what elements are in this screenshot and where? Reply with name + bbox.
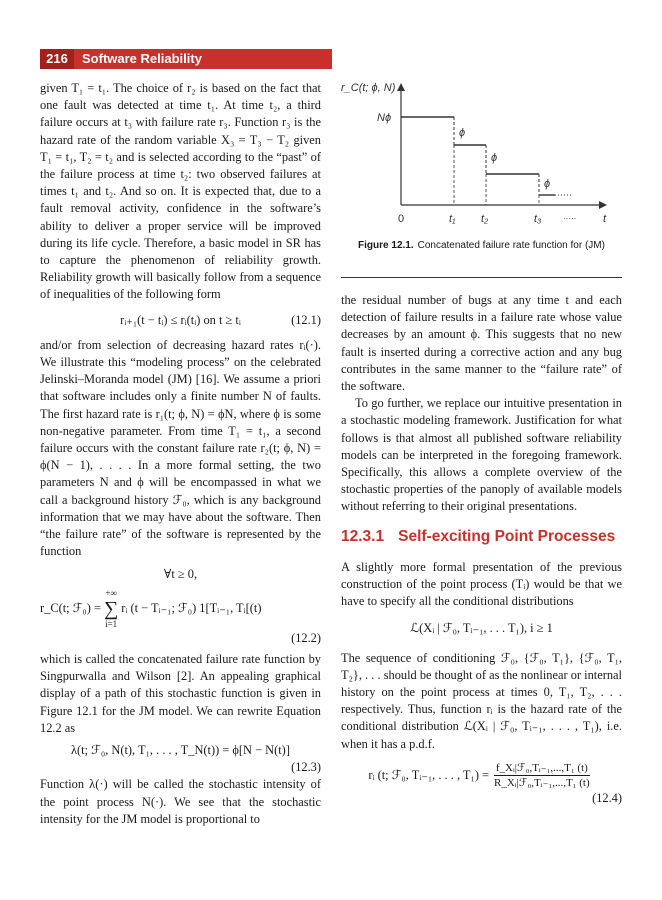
equation-condition: ∀t ≥ 0, — [163, 567, 198, 582]
section-title: Self-exciting Point Processes — [398, 527, 616, 545]
step-label-2: ϕ — [491, 152, 498, 164]
paragraph: A slightly more formal presentation of the previous construction of the point process (Tᵢ) would be that we have to specify all the conditional distributions — [341, 559, 622, 609]
figure-caption — [341, 240, 622, 251]
equation-rhs: rᵢ (t − Tᵢ₋₁; ℱ₀) 1[Tᵢ₋₁, Tᵢ[(t) — [121, 601, 262, 616]
equation-lhs: rᵢ (t; ℱ₀, Tᵢ₋₁, . . . , T₁) = — [368, 767, 490, 782]
paragraph: To go further, we replace our intuitive presentation in a stochastic modeling framework. Justification for what follows is that almost all published software reliability models can be interpreted in the foregoing framework. Specifically, this allows a complete overview of the stochastic properties of the panoply of available models without referring to their original presentations. — [341, 396, 622, 514]
x-axis-arrow — [599, 201, 607, 209]
paragraph: the residual number of bugs at any time t and each detection of failure results in a failure rate whose value decreases by an amount ϕ. This suggests that no new fault is inserted during a corrective action and any bug contributes in the same manner to the “failure rate” of the software. — [341, 293, 622, 394]
x-label-dots: ····· — [563, 214, 577, 223]
y-axis-arrow — [397, 83, 405, 91]
equation-12-3 — [40, 742, 321, 776]
equation-lhs: r_C(t; ℱ₀) = — [40, 601, 101, 616]
equation-body: rᵢ₊₁(t − tᵢ) ≤ rᵢ(tᵢ) on t ≥ tᵢ — [120, 312, 241, 327]
x-label-t2: t₂ — [481, 213, 489, 225]
right-column — [341, 292, 622, 807]
equation-number: (12.2) — [291, 630, 321, 645]
step-label-1: ϕ — [459, 127, 466, 139]
x-label-t3: t₃ — [534, 213, 542, 225]
paragraph: given T₁ = t₁. The choice of r₂ is based on the fact that one fault was detected at time t₁. At time t₂, a third failure occurs at t₃ with failure rate r₃. Function r₃ is the hazard rate of the random variable X₃ = T₃ − T₂ given T₁ = t₁, T₂ = t₂ and is selected according to the “past” of the failure process at time t₂: two observed failures at times t₁ and t₂. And so on. It is expected that, due to a fault removal activity, confidence in the software’s ability to deliver a proper service will be improved during its life cycle. Therefore, a basic model in SR has to capture the phenomenon of reliability growth. Reliability growth will basically follow from a sequence of inequalities of the following form — [40, 81, 321, 302]
paragraph: which is called the concatenated failure rate function by Singpurwalla and Wilson [2]. An appealing graphical display of a path of this stochastic function is given in Figure 12.1 for the JM model. We can rewrite Equation 12.2 as — [40, 651, 321, 735]
equation-number: (12.3) — [291, 760, 321, 775]
sum-lower-limit: i=1 — [105, 618, 118, 629]
figure-12-1 — [341, 75, 622, 235]
equation-number: (12.4) — [592, 790, 622, 805]
figure-caption-label: Figure 12.1. — [358, 240, 414, 251]
x-label-0: 0 — [398, 213, 405, 225]
fraction — [492, 761, 592, 790]
step-label-3: ϕ — [544, 178, 551, 190]
equation-number: (12.1) — [291, 312, 321, 327]
page-number: 216 — [40, 49, 74, 69]
section-heading — [341, 528, 622, 545]
fraction-numerator: f_Xᵢ|ℱ₀,Tᵢ₋₁,...,T₁ (t) — [495, 761, 588, 774]
level-label: Nϕ — [377, 112, 392, 124]
paragraph: and/or from selection of decreasing hazard rates rᵢ(·). We illustrate this “modeling process” on the celebrated Jelinski–Moranda model (JM) [16]. We assume a priori that software includes only a finite number N of faults. The first hazard rate is r₁(t; ϕ, N) = ϕN, where ϕ is some non-negative parameter. From time T₁ = t₁, a second failure occurs with the constant failure rate r₂(t; ϕ, N) = ϕ(N − 1), . . . . In a more formal setting, the two parameters N and ϕ will be encompassed in what we call a background history ℱ₀, which is any background information that we may have about the software. Then “the failure rate” of the software is represented by the function — [40, 337, 321, 559]
figure-rule — [341, 277, 622, 278]
equation-body: λ(t; ℱ₀, N(t), T₁, . . . , T_N(t)) = ϕ[N − N(t)] — [71, 742, 290, 757]
sum-operator — [104, 588, 118, 630]
x-label-t: t — [603, 213, 607, 225]
left-column — [40, 80, 321, 828]
equation-12-1 — [40, 312, 321, 329]
fraction-denominator: R_Xᵢ|ℱ₀,Tᵢ₋₁,...,T₁ (t) — [494, 776, 590, 789]
equation-12-4 — [341, 761, 622, 807]
figure-caption-text: Concatenated failure rate function for (JM) — [417, 240, 605, 251]
sum-upper-limit: +∞ — [105, 587, 117, 598]
running-title: Software Reliability — [82, 51, 202, 66]
paragraph: Function λ(·) will be called the stochastic intensity of the point process N(·). We see that the stochastic intensity for the JM model is proportional to — [40, 777, 321, 826]
sum-symbol: ∑ — [103, 597, 119, 620]
paragraph: The sequence of conditioning ℱ₀, {ℱ₀, T₁}, {ℱ₀, T₁, T₂}, . . . should be thought of as the nonlinear or internal history on the point process at times 0, T₁, T₂, . . . respectively. Thus, function rᵢ is the hazard rate of the conditional distribution ℒ(Xᵢ | ℱ₀, Tᵢ₋₁, . . . , T₁), i.e. when it has a p.d.f. — [341, 650, 622, 751]
x-label-t1: t₁ — [449, 213, 456, 225]
y-axis-label: r_C(t; ϕ, N) — [341, 82, 396, 94]
conditional-distribution-equation — [341, 620, 622, 637]
equation-body: ℒ(Xᵢ | ℱ₀, Tᵢ₋₁, . . . T₁), i ≥ 1 — [410, 621, 553, 636]
section-number: 12.3.1 — [341, 527, 385, 545]
equation-12-2 — [40, 566, 321, 646]
